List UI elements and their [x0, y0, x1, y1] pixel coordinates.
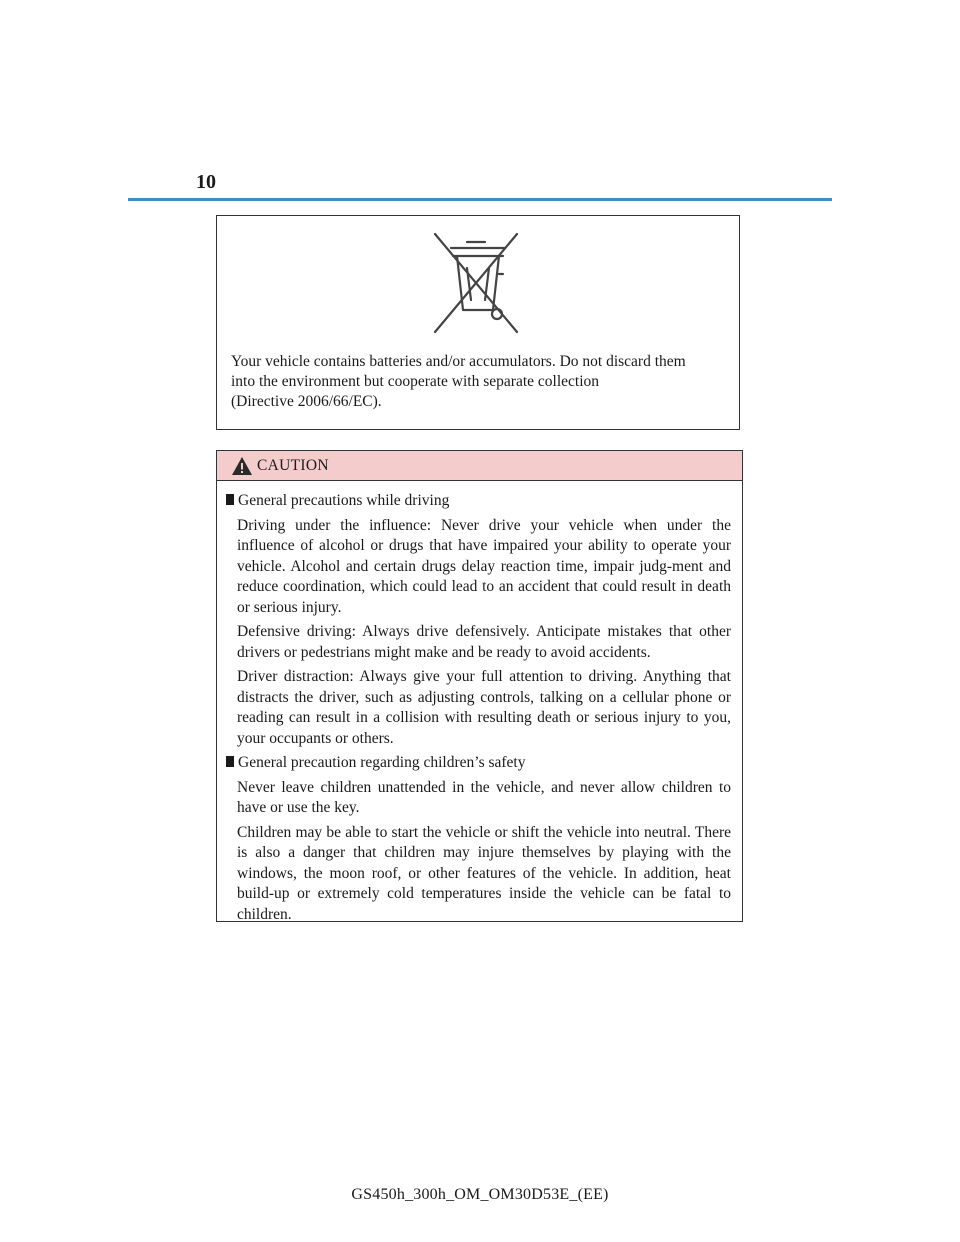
paragraph: Driving under the influence: Never drive your vehicle when under the influence of alcohol or drugs that have impaired your ability to operate your vehicle. Alcohol and certain drugs delay reaction time, impair judg-ment and reduce coordination, which could lead to an accident that could result in death or serious injury.	[237, 516, 731, 616]
footer-code: GS450h_300h_OM_OM30D53E_(EE)	[351, 1186, 609, 1203]
paragraph: Driver distraction: Always give your full attention to driving. Anything that distracts the driver, such as adjusting controls, talking on a cellular phone or reading can result in a collision with resulting death or serious injury to you, your occupants or others.	[237, 668, 731, 747]
caution-title: CAUTION	[257, 456, 329, 474]
paragraph: Children may be able to start the vehicle or shift the vehicle into neutral. There is also a danger that children may injure themselves by playing with the windows, the moon roof, or other features of the vehicle. In addition, heat build-up or extremely cold temperatures inside the vehicle can be fatal to children.	[237, 823, 731, 923]
square-bullet-icon	[226, 494, 234, 505]
recycle-line: Your vehicle contains batteries and/or accumulators. Do not discard them	[231, 353, 686, 370]
crossed-out-wheeled-bin-icon	[427, 228, 527, 338]
recycle-notice-text	[231, 352, 721, 412]
recycle-line: into the environment but cooperate with separate collection	[231, 373, 599, 390]
paragraph: Defensive driving: Always drive defensively. Anticipate mistakes that other drivers or pedestrians might make and be ready to avoid accidents.	[237, 623, 731, 661]
recycle-line: (Directive 2006/66/EC).	[231, 393, 382, 410]
paragraph: Never leave children unattended in the vehicle, and never allow children to have or use the key.	[237, 778, 731, 816]
caution-header	[217, 451, 742, 481]
page-number: 10	[196, 171, 216, 193]
recycle-notice-box	[216, 215, 740, 430]
section-heading	[226, 491, 731, 512]
warning-triangle-icon	[231, 456, 253, 476]
section-heading-text: General precautions while driving	[238, 492, 450, 509]
section-heading-text: General precaution regarding children’s safety	[238, 754, 526, 771]
header-rule	[128, 198, 832, 201]
caution-box	[216, 450, 743, 922]
caution-body	[217, 481, 742, 925]
square-bullet-icon	[226, 756, 234, 767]
section-heading	[226, 753, 731, 774]
